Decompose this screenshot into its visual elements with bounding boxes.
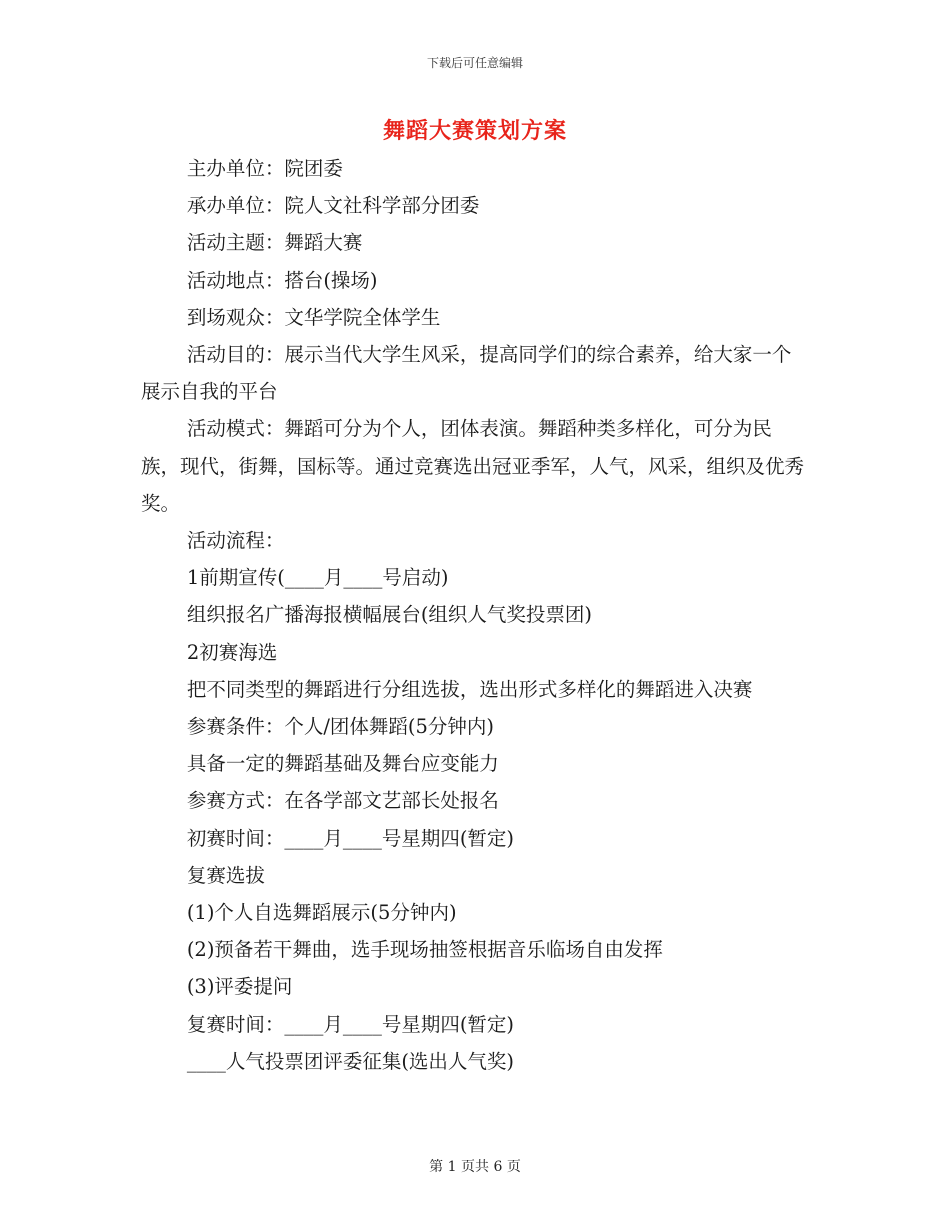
document-title: 舞蹈大赛策划方案	[382, 118, 567, 144]
paragraph: 组织报名广播海报横幅展台(组织人气奖投票团)	[186, 603, 593, 627]
paragraph: 活动主题：舞蹈大赛	[186, 231, 363, 255]
paragraph: 2初赛海选	[186, 640, 278, 664]
paragraph: 活动流程：	[186, 529, 285, 553]
paragraph: 活动模式：舞蹈可分为个人，团体表演。舞蹈种类多样化，可分为民族，现代，街舞，国标等。通过竞赛选出冠亚季军，人气，风采，组织及优秀奖。	[141, 417, 805, 515]
page-suffix: 页	[506, 1159, 521, 1175]
current-page: 1	[447, 1159, 457, 1175]
paragraph: (1)个人自选舞蹈展示(5分钟内)	[186, 901, 457, 925]
paragraph: 把不同类型的舞蹈进行分组选拔，选出形式多样化的舞蹈进入决赛	[186, 677, 753, 701]
page-number-footer	[0, 1156, 950, 1176]
paragraph: 承办单位：院人文社科学部分团委	[186, 194, 480, 218]
paragraph: 复赛时间：____月____号星期四(暂定)	[186, 1012, 515, 1036]
page-middle: 页共	[461, 1159, 489, 1175]
header-note: 下载后可任意编辑	[426, 56, 523, 70]
paragraph: 复赛选拔	[186, 863, 265, 887]
total-pages: 6	[493, 1159, 503, 1175]
paragraph: 1前期宣传(____月____号启动)	[186, 566, 449, 590]
paragraph: 活动目的：展示当代大学生风采，提高同学们的综合素养，给大家一个展示自我的平台	[141, 343, 792, 404]
paragraph: (2)预备若干舞曲，选手现场抽签根据音乐临场自由发挥	[186, 938, 663, 962]
document-body	[141, 150, 806, 1080]
paragraph: 主办单位：院团委	[186, 157, 343, 180]
paragraph: (3)评委提问	[186, 975, 293, 999]
paragraph: 具备一定的舞蹈基础及舞台应变能力	[186, 752, 499, 776]
paragraph: 参赛方式：在各学部文艺部长处报名	[186, 789, 499, 813]
page-prefix: 第	[429, 1159, 444, 1175]
paragraph: 活动地点：搭台(操场)	[186, 268, 378, 292]
paragraph: 参赛条件：个人/团体舞蹈(5分钟内)	[186, 715, 495, 739]
paragraph: ____人气投票团评委征集(选出人气奖)	[186, 1049, 515, 1073]
paragraph: 到场观众：文华学院全体学生	[186, 305, 441, 329]
paragraph: 初赛时间：____月____号星期四(暂定)	[186, 826, 515, 850]
